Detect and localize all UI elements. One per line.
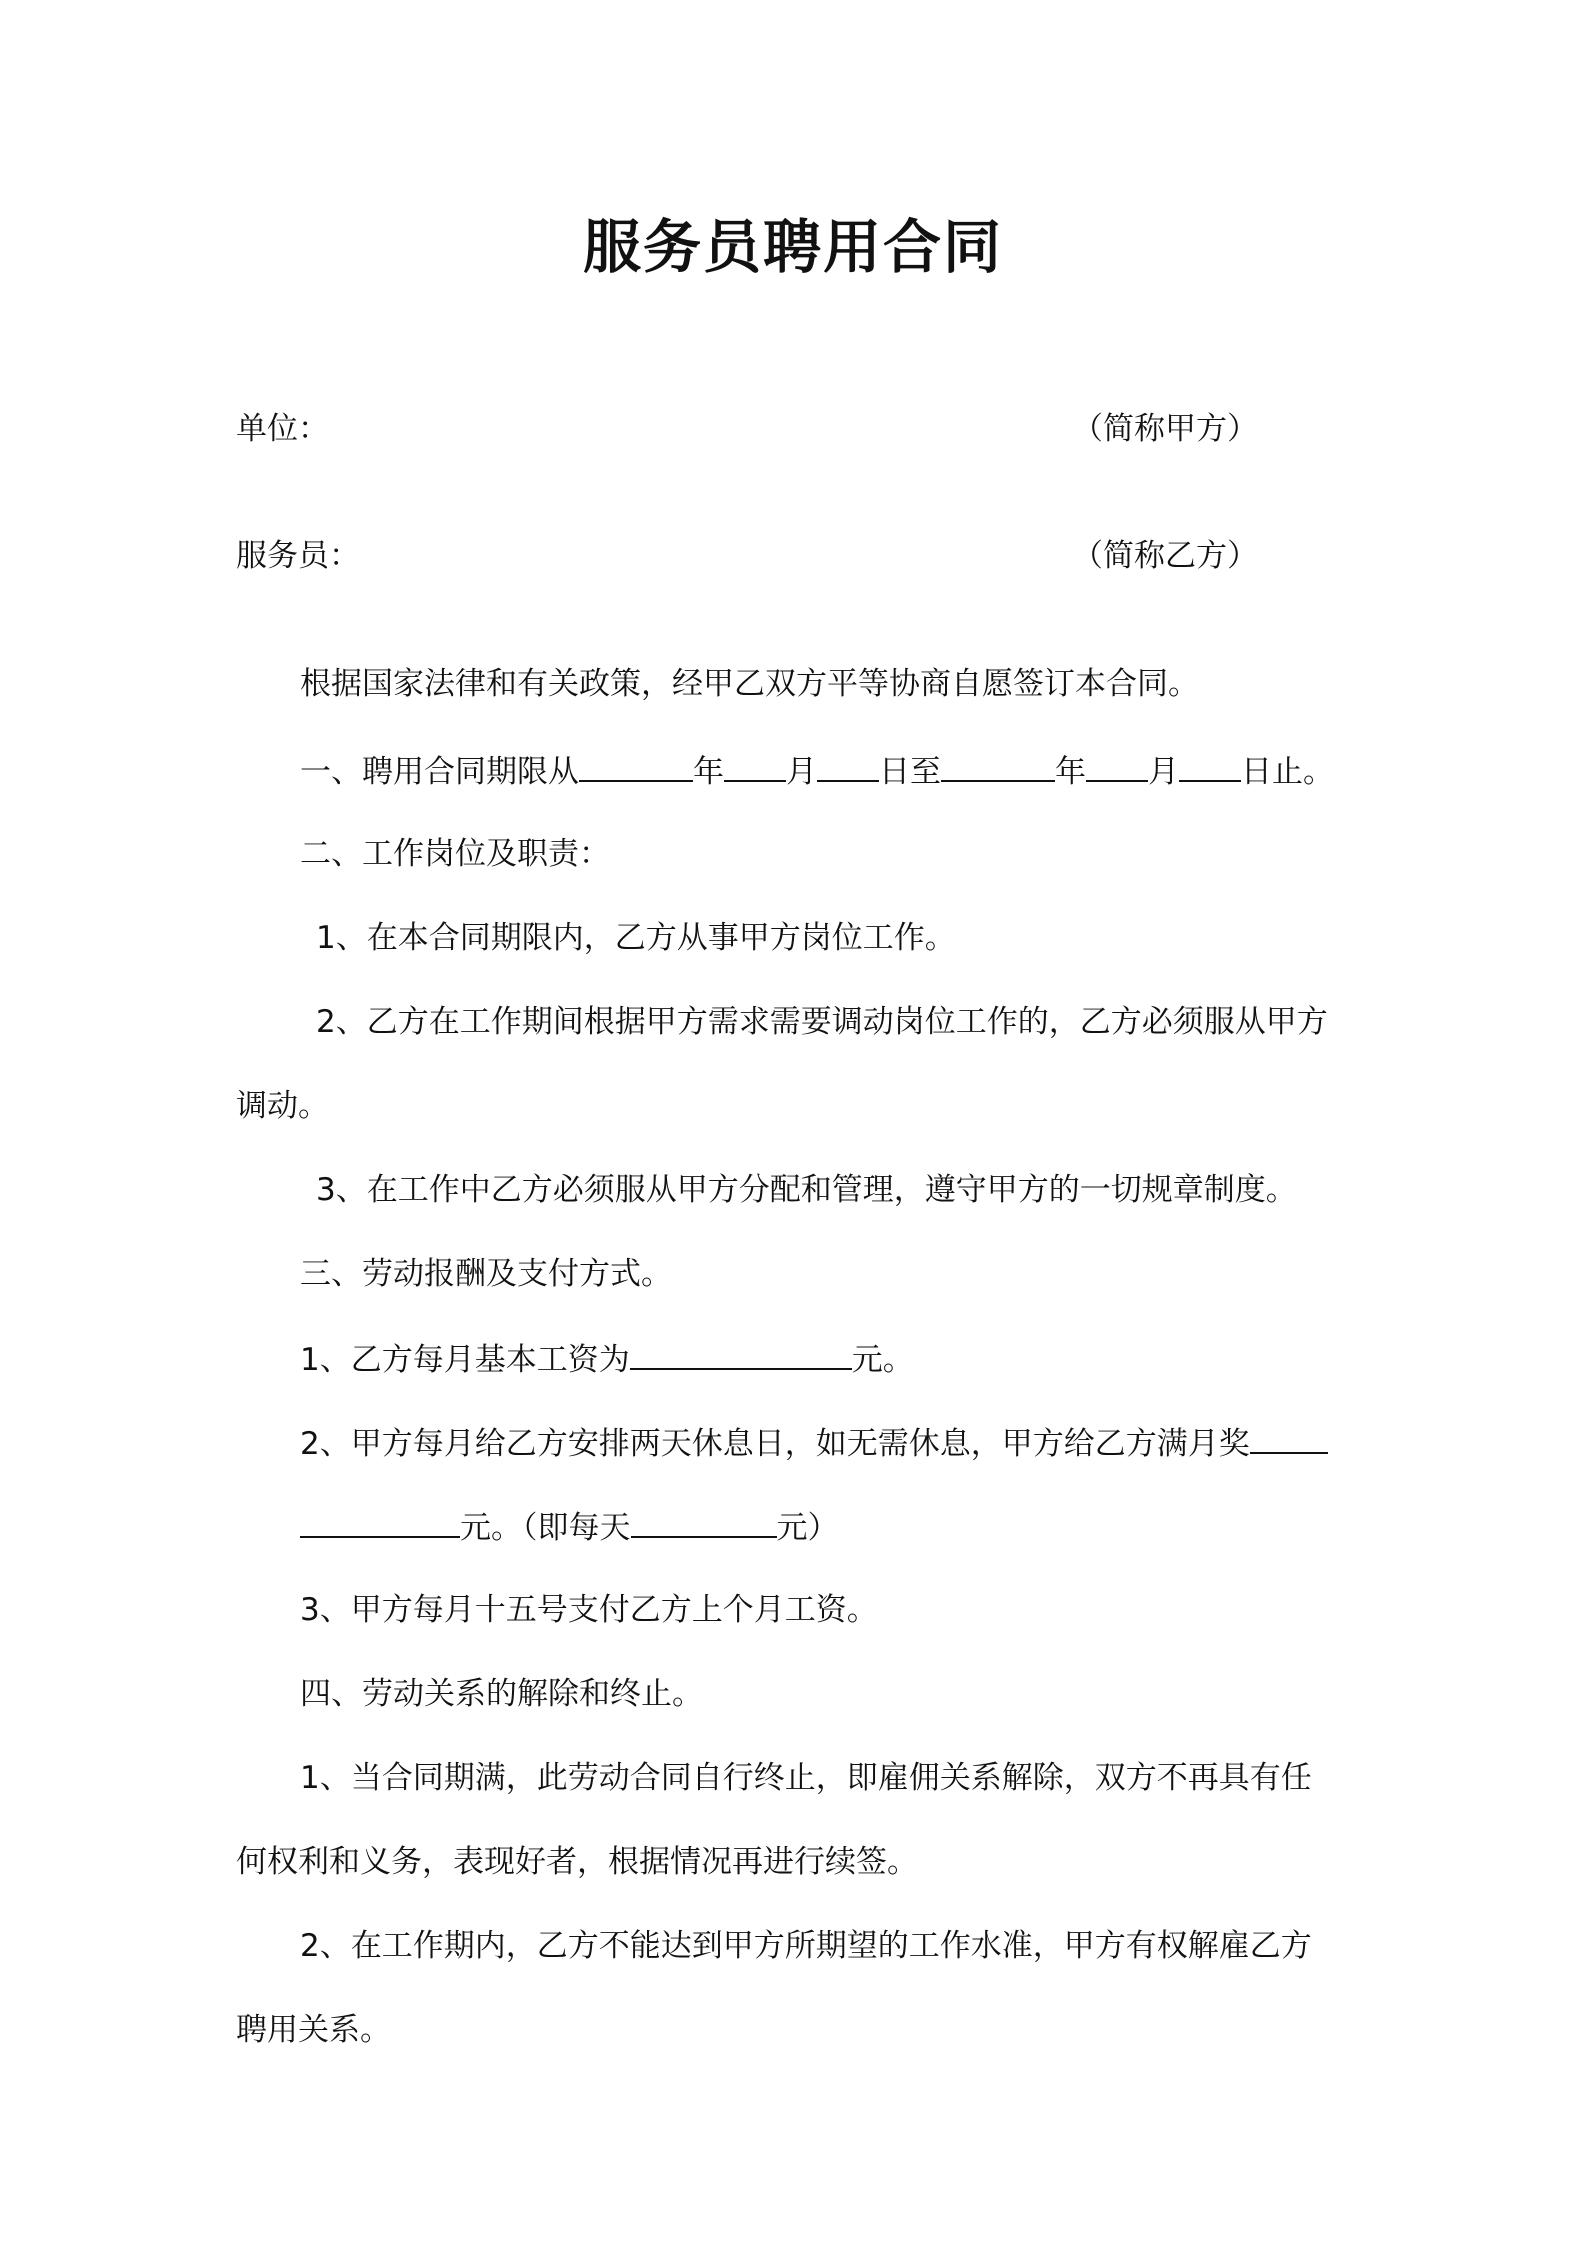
section-2-item-2-line-1: 2、乙方在工作期间根据甲方需求需要调动岗位工作的，乙方必须服从甲方 [316, 1004, 1328, 1040]
end-year-label: 年 [1055, 754, 1086, 790]
end-day-label: 日止。 [1241, 754, 1334, 790]
intro-paragraph: 根据国家法律和有关政策，经甲乙双方平等协商自愿签订本合同。 [300, 666, 1199, 702]
bonus-text: 2、甲方每月给乙方安排两天休息日，如无需休息，甲方给乙方满月奖 [300, 1426, 1250, 1462]
section-3-heading: 三、劳动报酬及支付方式。 [300, 1256, 672, 1292]
term-prefix: 一、聘用合同期限从 [300, 754, 579, 790]
party-b-note: （简称乙方） [1072, 538, 1258, 574]
section-2-item-1: 1、在本合同期限内，乙方从事甲方岗位工作。 [316, 920, 956, 956]
party-b-label: 服务员： [236, 538, 360, 574]
section-4-item-2-line-2: 聘用关系。 [236, 2012, 391, 2048]
base-salary-blank[interactable] [630, 1336, 852, 1370]
section-3-item-1 [300, 1336, 914, 1382]
bonus-blank-end[interactable] [300, 1504, 460, 1538]
section-4-item-1-line-1: 1、当合同期满，此劳动合同自行终止，即雇佣关系解除，双方不再具有任 [300, 1760, 1312, 1796]
section-3-item-2-line-2 [300, 1504, 839, 1550]
section-2-heading: 二、工作岗位及职责： [300, 836, 610, 872]
start-year-blank[interactable] [579, 748, 693, 782]
party-a-label: 单位： [236, 411, 329, 447]
start-day-blank[interactable] [817, 748, 879, 782]
section-4-item-1-line-2: 何权利和义务，表现好者，根据情况再进行续签。 [236, 1844, 918, 1880]
salary-prefix: 1、乙方每月基本工资为 [300, 1342, 630, 1378]
daily-amount-blank[interactable] [631, 1504, 777, 1538]
salary-suffix: 元。 [851, 1342, 914, 1378]
end-day-blank[interactable] [1179, 748, 1241, 782]
document-title: 服务员聘用合同 [582, 213, 1003, 281]
end-year-blank[interactable] [941, 748, 1055, 782]
section-3-item-2-line-1 [300, 1420, 1328, 1466]
bonus-blank-start[interactable] [1250, 1420, 1328, 1454]
start-day-label: 日至 [879, 754, 941, 790]
section-4-item-2-line-1: 2、在工作期内，乙方不能达到甲方所期望的工作水准，甲方有权解雇乙方 [300, 1928, 1312, 1964]
start-month-label: 月 [786, 754, 817, 790]
section-3-item-3: 3、甲方每月十五号支付乙方上个月工资。 [300, 1592, 878, 1628]
end-month-label: 月 [1148, 754, 1179, 790]
end-month-blank[interactable] [1086, 748, 1148, 782]
bonus-daily-text: 元。（即每天 [460, 1510, 631, 1546]
start-month-blank[interactable] [724, 748, 786, 782]
bonus-daily-end: 元） [776, 1510, 839, 1546]
section-2-item-3: 3、在工作中乙方必须服从甲方分配和管理，遵守甲方的一切规章制度。 [316, 1172, 1297, 1208]
party-a-note: （简称甲方） [1072, 411, 1258, 447]
section-2-item-2-line-2: 调动。 [236, 1088, 329, 1124]
section-1-term [300, 748, 1334, 794]
section-4-heading: 四、劳动关系的解除和终止。 [300, 1676, 703, 1712]
start-year-label: 年 [693, 754, 724, 790]
